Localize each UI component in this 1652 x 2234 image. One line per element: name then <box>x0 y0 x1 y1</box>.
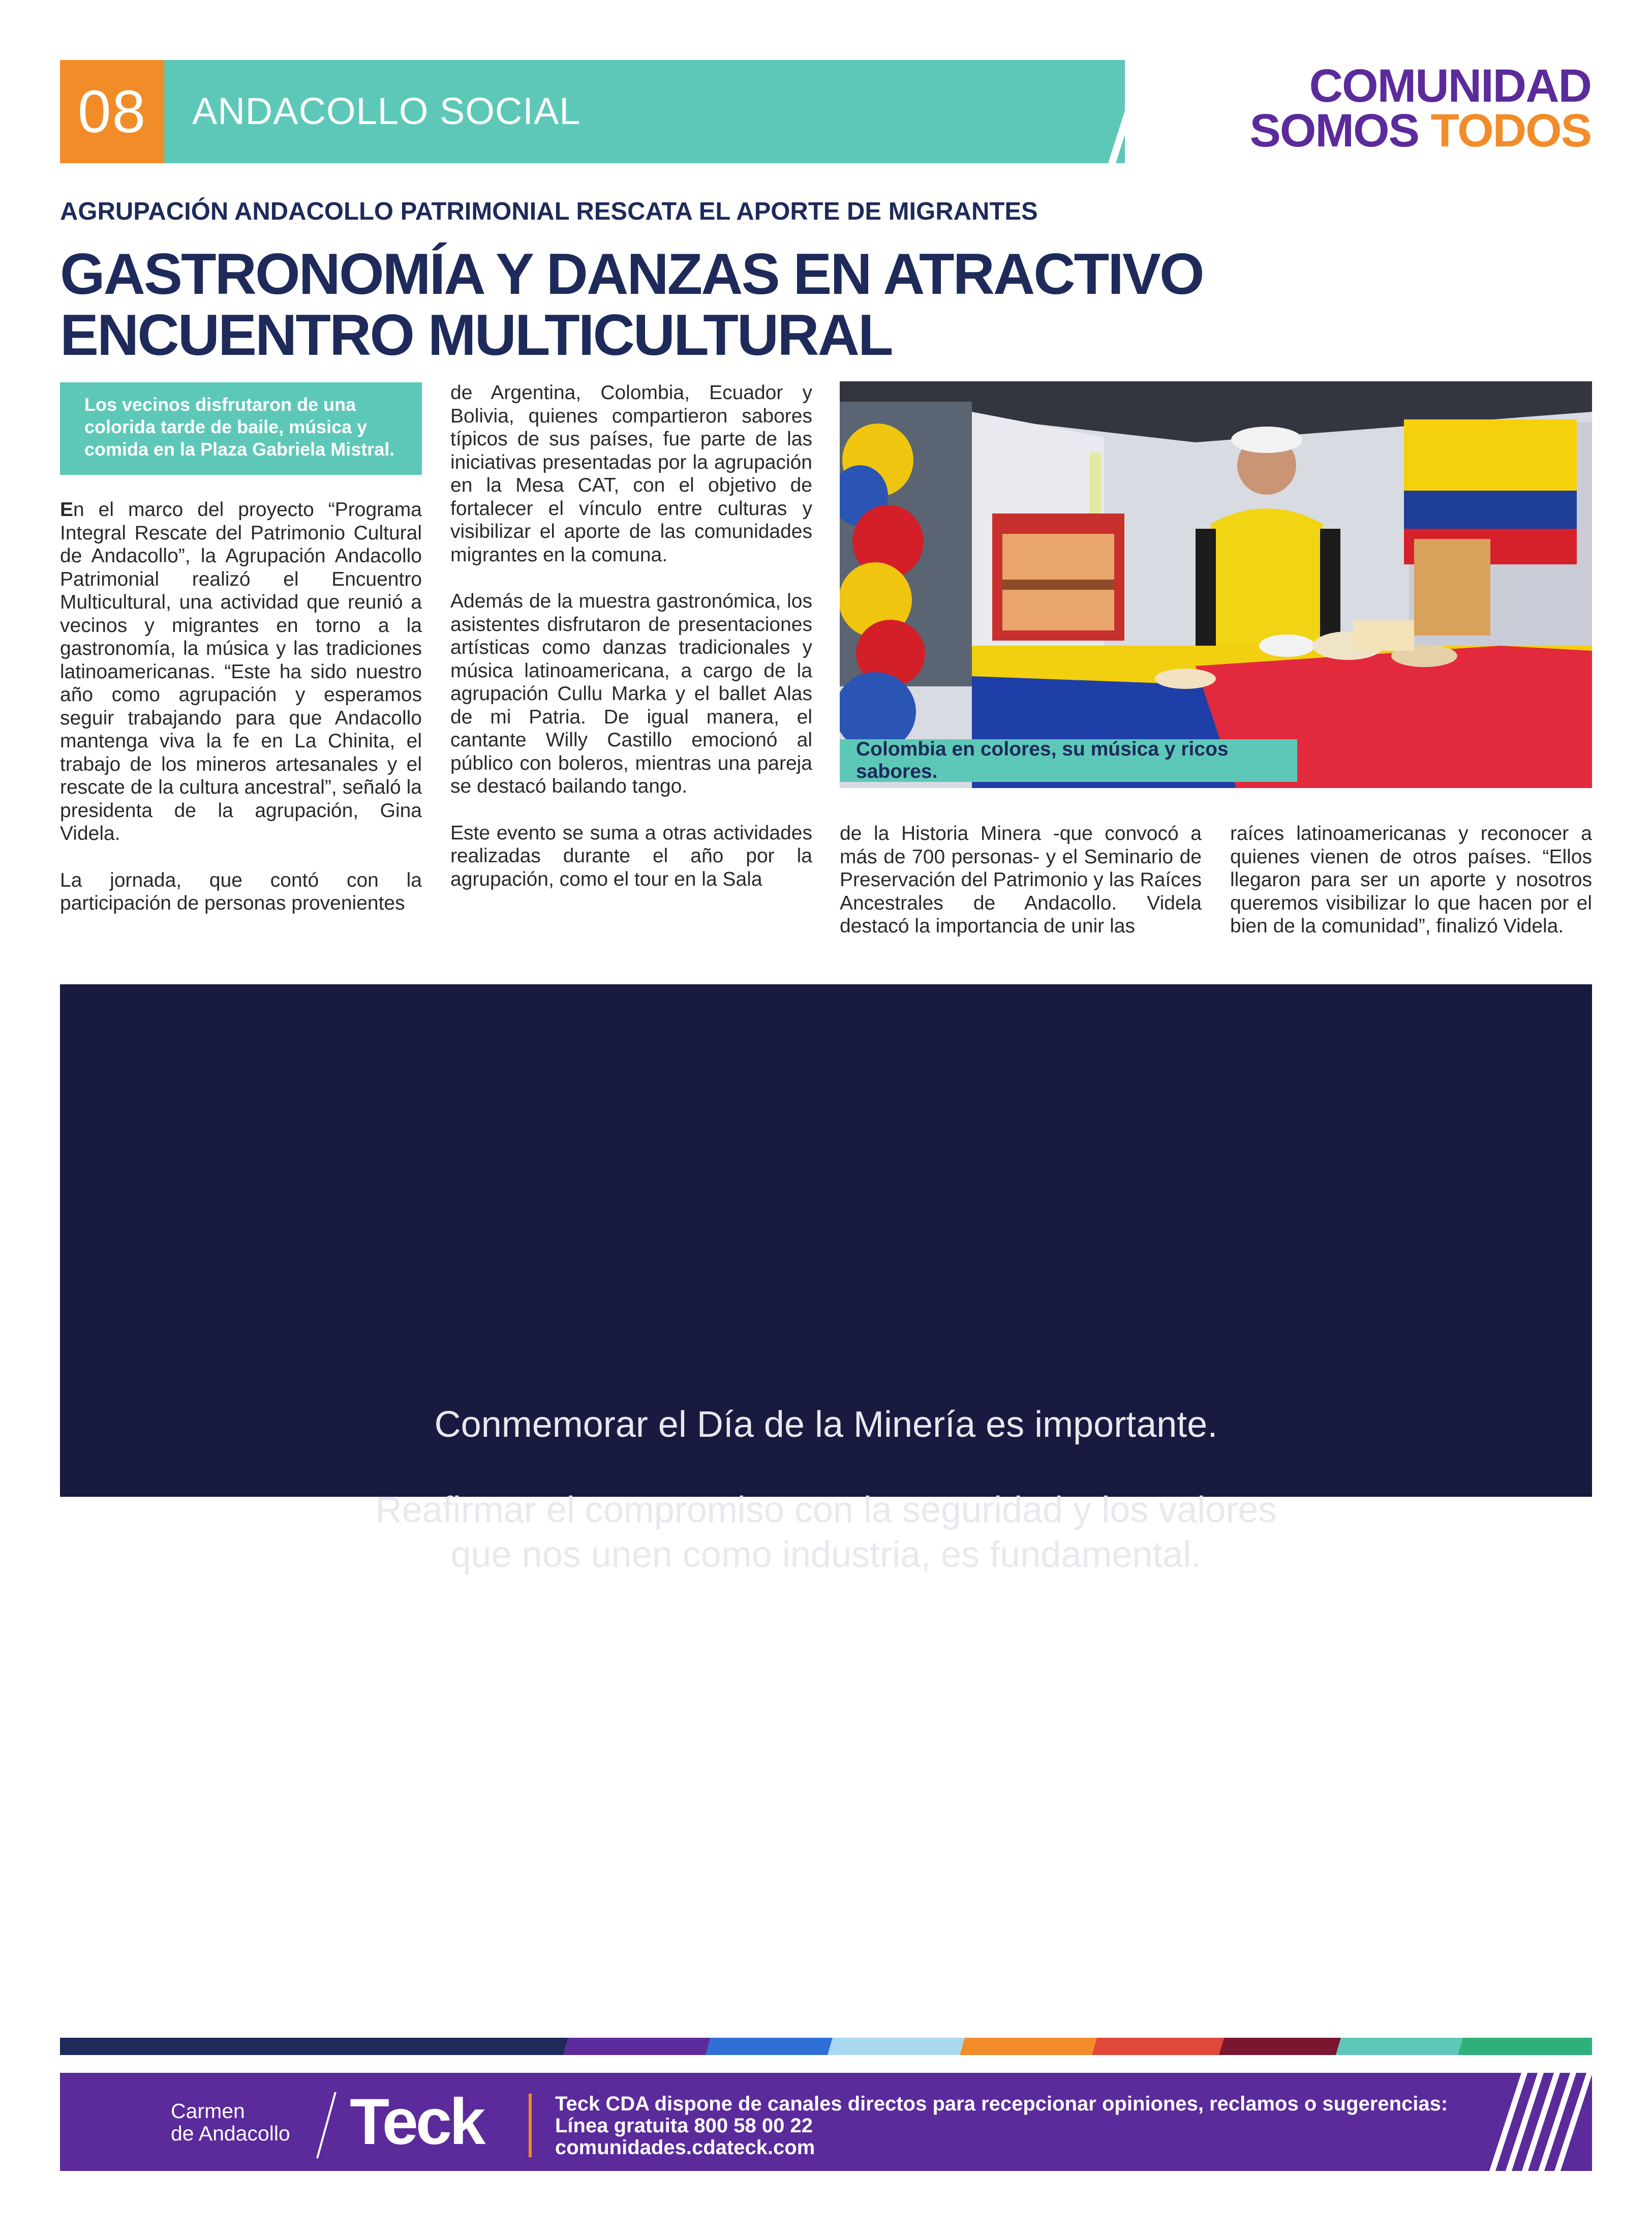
section-title: ANDACOLLO SOCIAL <box>192 90 581 132</box>
footer-phone: Línea gratuita 800 58 00 22 <box>555 2115 813 2137</box>
brand-line2a: SOMOS <box>1249 105 1431 157</box>
article-column-2 <box>450 381 812 914</box>
article-column-1 <box>60 498 422 939</box>
article-photo <box>840 381 1592 788</box>
headline-line1: GASTRONOMÍA Y DANZAS EN ATRACTIVO <box>60 242 1203 307</box>
paragraph: raíces latinoamericanas y reconocer a quienes vienen de otros países. “Ellos llegaron para ser un aporte y nosotros queremos visibilizar lo que hacen por el bien de la comunidad”, finalizó Videla. <box>1230 823 1592 937</box>
paragraph: La jornada, que contó con la participación de personas provenientes <box>60 869 422 914</box>
color-stripe-decoration <box>60 2038 1592 2055</box>
page-number: 08 <box>60 60 164 163</box>
teck-logo: Teck <box>894 1827 1099 1939</box>
paragraph: de Argentina, Colombia, Ecuador y Bolivia, quienes compartieron sabores típicos de sus países, fue parte de las iniciativas presentadas por la agrupación en la Mesa CAT, con el objetivo de fortalecer el vínculo entre culturas y visibilizar el aporte de las comunidades migrantes en la comuna. <box>450 382 812 566</box>
footer-teck-logo: Teck <box>350 2086 483 2158</box>
paragraph: Además de la muestra gastronómica, los asistentes disfrutaron de presentaciones artísticas como danzas tradicionales y música latinoamericana, a cargo de la agrupación Cullu Marka y el ballet Alas de mi Patria. De igual manera, el cantante Willy Castillo emocionó al público con boleros, mientras una pareja se destacó bailando tango. <box>450 590 812 797</box>
footer-contact-text <box>555 2093 1448 2159</box>
paragraph: Este evento se suma a otras actividades realizadas durante el año por la agrupación, como el tour en la Sala <box>450 822 812 890</box>
footer-orange-divider <box>529 2094 532 2157</box>
brand-line2b: TODOS <box>1430 105 1591 157</box>
logo-divider-slash <box>1127 1840 1158 1917</box>
photo-caption: Colombia en colores, su música y ricos sabores. <box>840 739 1297 782</box>
article-column-4 <box>1230 822 1592 961</box>
footer-place <box>171 2100 290 2145</box>
ad-tagline <box>1170 1856 1505 1913</box>
footer-place-line1: Carmen <box>171 2099 245 2123</box>
footer-website-link[interactable]: comunidades.cdateck.com <box>555 2136 815 2159</box>
brand-line1: COMUNIDAD <box>1309 60 1591 112</box>
drop-initial: E <box>60 499 74 521</box>
footer-divider-slash <box>311 2090 342 2161</box>
ad-body-line2: que nos unen como industria, es fundamental. <box>450 1534 1202 1575</box>
footer-text-line1: Teck CDA dispone de canales directos para recepcionar opiniones, reclamos o sugerencias: <box>555 2093 1448 2115</box>
brand-logo <box>1220 60 1591 167</box>
ad-tagline-line2: el mundo debe estar primero <box>1170 1884 1506 1913</box>
ad-headline: Conmemorar el Día de la Minería es importante. <box>434 1404 1218 1445</box>
article-column-3 <box>840 822 1202 961</box>
ad-body-line1: Reafirmar el compromiso con la seguridad y los valores <box>375 1490 1277 1530</box>
ad-tagline-line1: En el mundo de la minería, <box>1170 1856 1479 1884</box>
ad-body <box>60 1488 1592 1577</box>
article-kicker: AGRUPACIÓN ANDACOLLO PATRIMONIAL RESCATA EL APORTE DE MIGRANTES <box>60 198 1038 225</box>
article-summary: Los vecinos disfrutaron de una colorida tarde de baile, música y comida en la Plaza Gabriela Mistral. <box>60 382 422 475</box>
footer-stripes-decoration <box>1474 2073 1601 2171</box>
footer-place-line2: de Andacollo <box>171 2122 290 2145</box>
header-stripes-decoration <box>1078 60 1210 163</box>
headline-line2: ENCUENTRO MULTICULTURAL <box>60 303 892 368</box>
paragraph: En el marco del proyecto “Programa Integral Rescate del Patrimonio Cultural de Andacollo”, la Agrupación Andacollo Patrimonial realizó el Encuentro Multicultural, una actividad que reunió a vecinos y migrantes en torno a la gastronomía, la música y las tradiciones latinoamericanas. “Este ha sido nuestro año como agrupación y esperamos seguir trabajando para que Andacollo mantenga viva la fe en La Chinita, el trabajo de los mineros artesanales y el rescate de la cultura ancestral”, señaló la presidenta de la agrupación, Gina Videla. <box>60 499 422 844</box>
paragraph: de la Historia Minera -que convocó a más de 700 personas- y el Seminario de Preservación del Patrimonio y las Raíces Ancestrales de Andacollo. Videla destacó la importancia de unir las <box>840 823 1202 937</box>
article-headline <box>60 244 1229 366</box>
